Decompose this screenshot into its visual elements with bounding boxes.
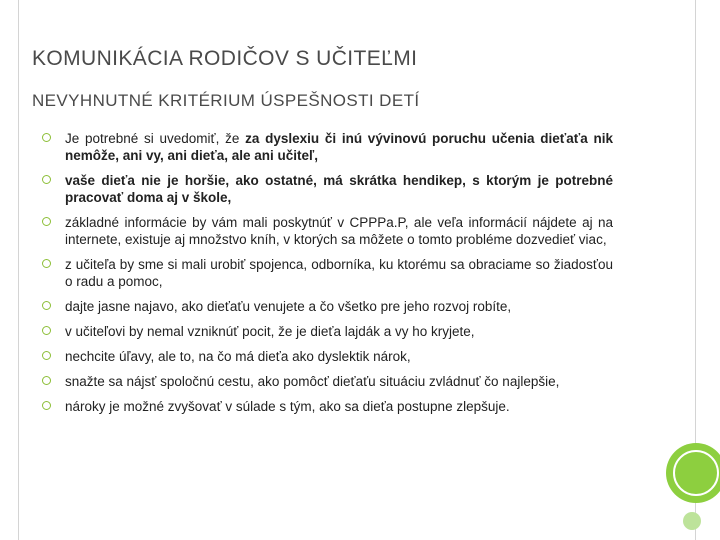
bullet-text-bold: za dyslexiu či inú vývinovú poruchu učenia dieťaťa nik nemôže, ani vy, ani dieťa, ale ani učiteľ, — [65, 131, 613, 163]
bullet-text-prefix: Je potrebné si uvedomiť, že — [65, 131, 246, 146]
decorative-circle-ring — [673, 450, 719, 496]
bullet-text: nároky je možné zvyšovať v súlade s tým, ako sa dieťa postupne zlepšuje. — [65, 399, 510, 414]
bullet-item-8 — [42, 373, 613, 390]
bullet-item-2 — [42, 172, 613, 206]
bullet-text: z učiteľa by sme si mali urobiť spojenca, odborníka, ku ktorému sa obraciame so žiadosťou o radu a pomoc, — [65, 257, 613, 289]
bullet-item-1 — [42, 130, 613, 164]
bullet-text: v učiteľovi by nemal vzniknúť pocit, že je dieťa lajdák a vy ho kryjete, — [65, 324, 475, 339]
bullet-text — [65, 131, 613, 163]
bullet-marker-icon — [42, 175, 51, 184]
bullet-text: vaše dieťa nie je horšie, ako ostatné, má skrátka hendikep, s ktorým je potrebné pracovať doma aj v škole, — [65, 173, 613, 205]
decorative-small-circle — [683, 512, 701, 530]
bullet-item-9 — [42, 398, 613, 415]
bullet-text: nechcite úľavy, ale to, na čo má dieťa ako dyslektik nárok, — [65, 349, 411, 364]
bullet-list — [42, 130, 613, 423]
bullet-marker-icon — [42, 376, 51, 385]
bullet-item-5 — [42, 298, 613, 315]
bullet-marker-icon — [42, 351, 51, 360]
bullet-text: snažte sa nájsť spoločnú cestu, ako pomôcť dieťaťu situáciu zvládnuť čo najlepšie, — [65, 374, 560, 389]
bullet-marker-icon — [42, 259, 51, 268]
bullet-marker-icon — [42, 301, 51, 310]
bullet-item-6 — [42, 323, 613, 340]
bullet-marker-icon — [42, 133, 51, 142]
bullet-item-4 — [42, 256, 613, 290]
bullet-text: základné informácie by vám mali poskytnúť v CPPPa.P, ale veľa informácií nájdete aj na internete, existuje aj množstvo kníh, v ktorých sa môžete o tomto probléme dozvedieť viac, — [65, 215, 613, 247]
bullet-item-3 — [42, 214, 613, 248]
bullet-marker-icon — [42, 401, 51, 410]
left-guide-line — [18, 0, 19, 540]
slide-title-line-2: NEVYHNUTNÉ KRITÉRIUM ÚSPEŠNOSTI DETÍ — [32, 91, 420, 110]
bullet-marker-icon — [42, 326, 51, 335]
slide-title — [32, 38, 672, 122]
bullet-marker-icon — [42, 217, 51, 226]
bullet-text: dajte jasne najavo, ako dieťaťu venujete a čo všetko pre jeho rozvoj robíte, — [65, 299, 512, 314]
slide-title-line-1: KOMUNIKÁCIA RODIČOV S UČITEĽMI — [32, 47, 418, 70]
bullet-item-7 — [42, 348, 613, 365]
